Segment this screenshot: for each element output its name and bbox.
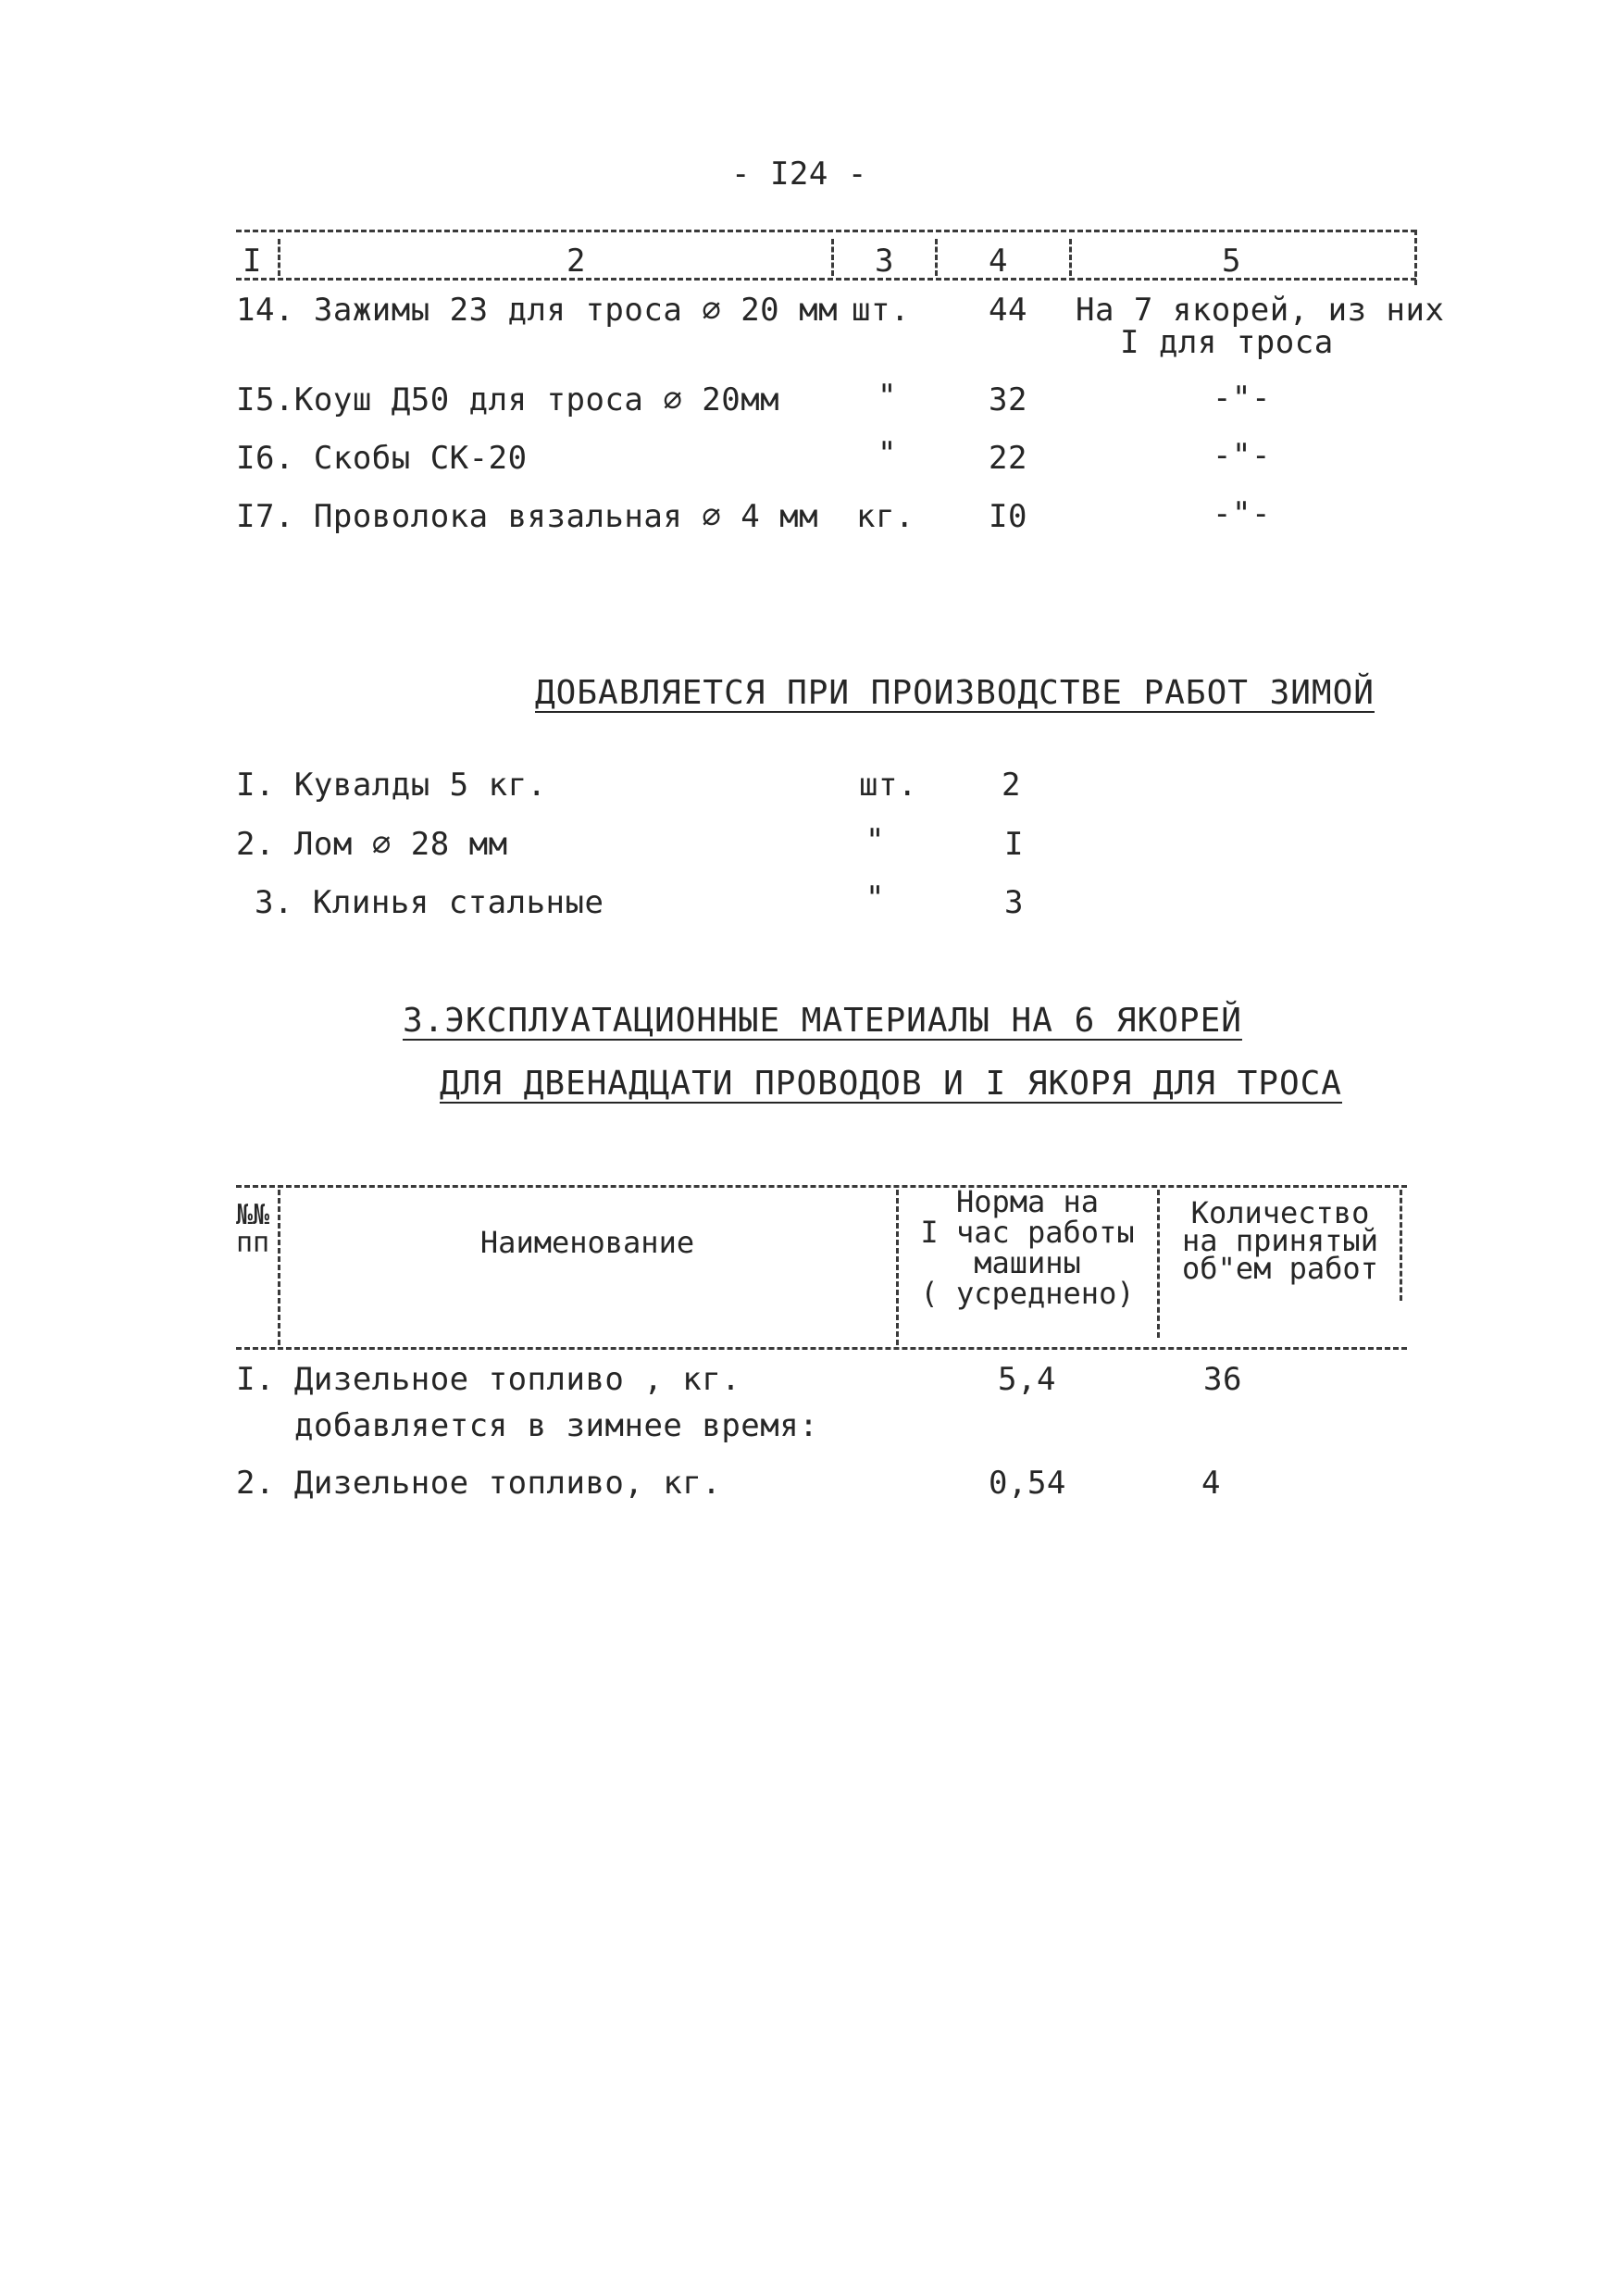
table2-header-name: Наименование xyxy=(479,1225,695,1260)
page-number: - I24 - xyxy=(731,156,867,193)
column-divider xyxy=(1069,239,1072,276)
row-15-note: -"- xyxy=(1213,380,1271,417)
table2-header-qty: Количество на принятый об"ем работ xyxy=(1182,1195,1378,1286)
row-14-unit: шт. xyxy=(852,292,910,329)
row-16-name: I6. Скобы СК-20 xyxy=(236,440,528,477)
row-14-note: На 7 якорей, из них xyxy=(1076,292,1445,329)
row-16-unit: " xyxy=(877,435,897,472)
winter-item-3-name: 3. Клинья стальные xyxy=(255,884,604,921)
row-14-qty: 44 xyxy=(989,292,1027,329)
row-15-qty: 32 xyxy=(989,381,1027,418)
winter-item-2-name: 2. Лом ∅ 28 мм xyxy=(236,826,508,863)
table2-row-3-norm: 0,54 xyxy=(989,1465,1066,1502)
section3-title-line2: ДЛЯ ДВЕНАДЦАТИ ПРОВОДОВ И I ЯКОРЯ ДЛЯ ТРОСА xyxy=(440,1065,1342,1103)
winter-item-3-unit: " xyxy=(865,880,885,917)
row-17-unit: кг. xyxy=(856,498,915,535)
winter-item-3-qty: 3 xyxy=(1004,884,1024,921)
winter-section-title: ДОБАВЛЯЕТСЯ ПРИ ПРОИЗВОДСТВЕ РАБОТ ЗИМОЙ xyxy=(535,674,1375,712)
column-divider xyxy=(278,239,280,276)
winter-item-1-name: I. Кувалды 5 кг. xyxy=(236,767,547,804)
table2-header-num: №№ пп xyxy=(235,1199,270,1259)
winter-item-2-unit: " xyxy=(865,822,885,859)
table2-row-3-qty: 4 xyxy=(1201,1465,1221,1502)
table2-header-norm: Норма на I час работы машины ( усреднено) xyxy=(920,1184,1135,1311)
winter-item-1-qty: 2 xyxy=(1002,767,1021,804)
table-right-border xyxy=(1414,230,1417,285)
winter-item-1-unit: шт. xyxy=(859,767,917,804)
row-17-note: -"- xyxy=(1213,495,1271,532)
row-15-unit: " xyxy=(877,378,897,415)
section3-title-line1: 3.ЭКСПЛУАТАЦИОННЫЕ МАТЕРИАЛЫ НА 6 ЯКОРЕЙ xyxy=(403,1002,1242,1040)
table2-row-1-qty: 36 xyxy=(1203,1361,1242,1398)
table2-row-3-name: 2. Дизельное топливо, кг. xyxy=(236,1465,722,1502)
table2-header-border xyxy=(236,1347,1407,1350)
row-17-name: I7. Проволока вязальная ∅ 4 мм xyxy=(236,498,819,535)
row-14-note2: I для троса xyxy=(1120,324,1334,361)
table2-row-2-name: добавляется в зимнее время: xyxy=(294,1407,819,1444)
col-header-5: 5 xyxy=(1222,243,1241,280)
col-header-2: 2 xyxy=(566,243,586,280)
table2-top-border xyxy=(236,1185,1407,1188)
row-15-name: I5.Коуш Д50 для троса ∅ 20мм xyxy=(236,381,780,418)
col-header-4: 4 xyxy=(989,243,1008,280)
row-16-qty: 22 xyxy=(989,440,1027,477)
table2-row-1-norm: 5,4 xyxy=(998,1361,1056,1398)
table2-row-1-name: I. Дизельное топливо , кг. xyxy=(236,1361,741,1398)
row-17-qty: I0 xyxy=(989,498,1027,535)
column-divider xyxy=(935,239,938,276)
col-header-3: 3 xyxy=(875,243,894,280)
row-14-name: 14. Зажимы 23 для троса ∅ 20 мм xyxy=(236,292,839,329)
col-header-1: I xyxy=(243,243,262,280)
column-divider xyxy=(278,1190,280,1345)
table-top-border xyxy=(236,230,1416,232)
row-16-note: -"- xyxy=(1213,437,1271,474)
column-divider xyxy=(831,239,834,276)
winter-item-2-qty: I xyxy=(1004,826,1024,863)
